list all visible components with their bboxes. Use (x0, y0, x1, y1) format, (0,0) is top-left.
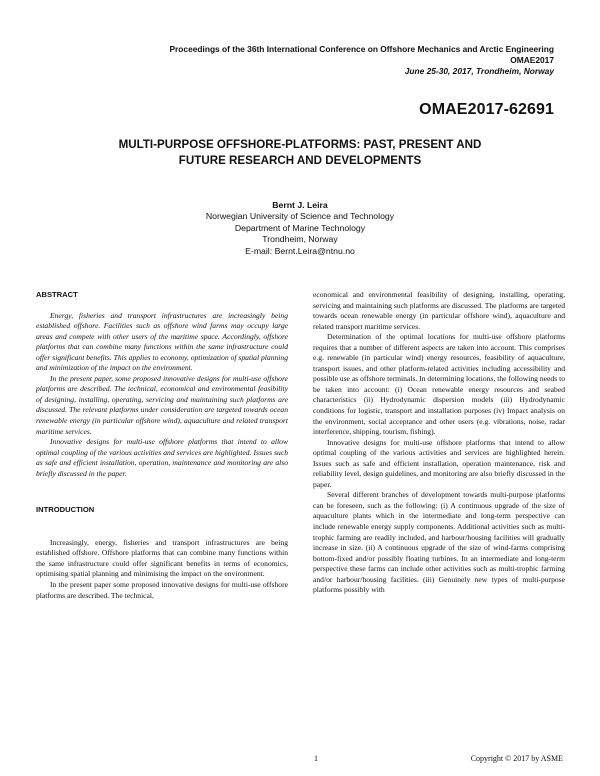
paper-title (80, 137, 520, 169)
copyright-notice: Copyright © 2017 by ASME (470, 754, 563, 763)
proceedings-header (34, 44, 554, 77)
author-affiliation-department: Department of Marine Technology (234, 222, 366, 233)
conference-name: Proceedings of the 36th International Conference on Offshore Mechanics and Arctic Engineering (169, 44, 554, 54)
intro-paragraph-2: In the present paper some proposed innovative designs for multi-use offshore platforms are described. The technical, (36, 580, 288, 600)
paper-id: OMAE2017-62691 (419, 101, 554, 118)
author-affiliation-university: Norwegian University of Science and Technology (205, 211, 395, 222)
conference-code: OMAE2017 (510, 55, 554, 65)
intro-paragraph-5: Several different branches of development towards multi-purpose platforms can be foreseen, such as the following: (i) A continuous upgrade of the size of aquaculture plants which in the intermediate and long-term perspective can include renewable energy supply components. Additional activities such as multi-trophic farming are readily included, and harbour/housing facilities will gradually increase in size. (ii) A continuous upgrade of the size of wind-farms comprising bottom-fixed and/or possibly floating turbines. In an intermediate and long-term perspective these farms can include other activities such as multi-trophic farming and/or harbour/housing facilities. (iii) Genuinely new types of multi-purpose platforms possibly with (313, 490, 565, 595)
intro-paragraph-2-continued: economical and environmental feasibility of designing, installing, operating, servicing and maintaining such platforms are discussed. The platforms are targeted towards ocean renewable energy (in particular offshore wind), aquaculture and related transport maritime services. (313, 290, 565, 331)
author-name: Bernt J. Leira (272, 200, 328, 210)
section-spacer (36, 479, 288, 505)
author-email: E-mail: Bernt.Leira@ntnu.no (245, 245, 355, 256)
abstract-paragraph-3: Innovative designs for multi-use offshore platforms that intend to allow optimal coupling of the various activities and services are highlighted. Issues such as safe and efficient installation, operation, maintenance and monitoring are also briefly discussed in the paper. (36, 437, 288, 478)
author-block (120, 200, 480, 257)
abstract-paragraph-1: Energy, fisheries and transport infrastructures are increasingly being established offshore. Facilities such as offshore wind farms may occupy large areas and compete with other users of the maritime space. Accordingly, offshore platforms that can combine many functions within the same infrastructure could offer significant benefits. This applies to economy, optimization of spatial planning and minimization of the impact on the environment. (36, 310, 288, 373)
title-line-2: FUTURE RESEARCH AND DEVELOPMENTS (178, 154, 422, 167)
abstract-heading: ABSTRACT (36, 290, 78, 299)
title-line-1: MULTI-PURPOSE OFFSHORE-PLATFORMS: PAST, PRESENT AND (118, 138, 482, 151)
intro-paragraph-4: Innovative designs for multi-use offshore platforms that intend to allow optimal coupling of the various activities and services are highlighted herein. Issues such as safe and efficient installation, operation maintenance, risk and reliability level, design guidelines, and monitoring are also briefly discussed in the paper. (313, 437, 565, 489)
left-column (36, 290, 288, 601)
intro-paragraph-3: Determination of the optimal locations for multi-use offshore platforms requires that a number of different aspects are taken into account. This comprises e.g. renewable (in particular wind) energy resources, feasibility of aquaculture, transport issues, and other platform-related activities including accessibility and possible use as offshore terminals. In determining locations, the following needs to be taken into account: (i) Ocean renewable energy resources and seabed characteristics (ii) Hydrodynamic dispersion models (iii) Hydrodynamic conditions for logistic, transport and installation purposes (iv) Impact analysis on the environment, social acceptance and other users (e.g. vibrations, noise, radar interference, shipping, tourism, fishing). (313, 332, 565, 437)
section-spacer (36, 526, 288, 538)
page-number: 1 (314, 754, 318, 763)
abstract-paragraph-2: In the present paper, some proposed innovative designs for multi-use offshore platforms are described. The technical, economical and environmental feasibility of designing, installing, operating, servicing and maintaining such platforms are discussed. The relevant platforms under consideration are targeted towards ocean renewable energy (in particular offshore wind), aquaculture and related transport maritime services. (36, 373, 288, 436)
conference-dates-location: June 25-30, 2017, Trondheim, Norway (404, 66, 554, 76)
introduction-heading: INTRODUCTION (36, 505, 95, 515)
right-column (313, 290, 565, 596)
author-location: Trondheim, Norway (262, 234, 338, 245)
intro-paragraph-1: Increasingly, energy, fisheries and transport infrastructures are being established offshore. Offshore platforms that can combine many functions within the same infrastructure could offer significant benefits in terms of economics, optimising spatial planning and minimising the impact on the environment. (36, 537, 288, 579)
